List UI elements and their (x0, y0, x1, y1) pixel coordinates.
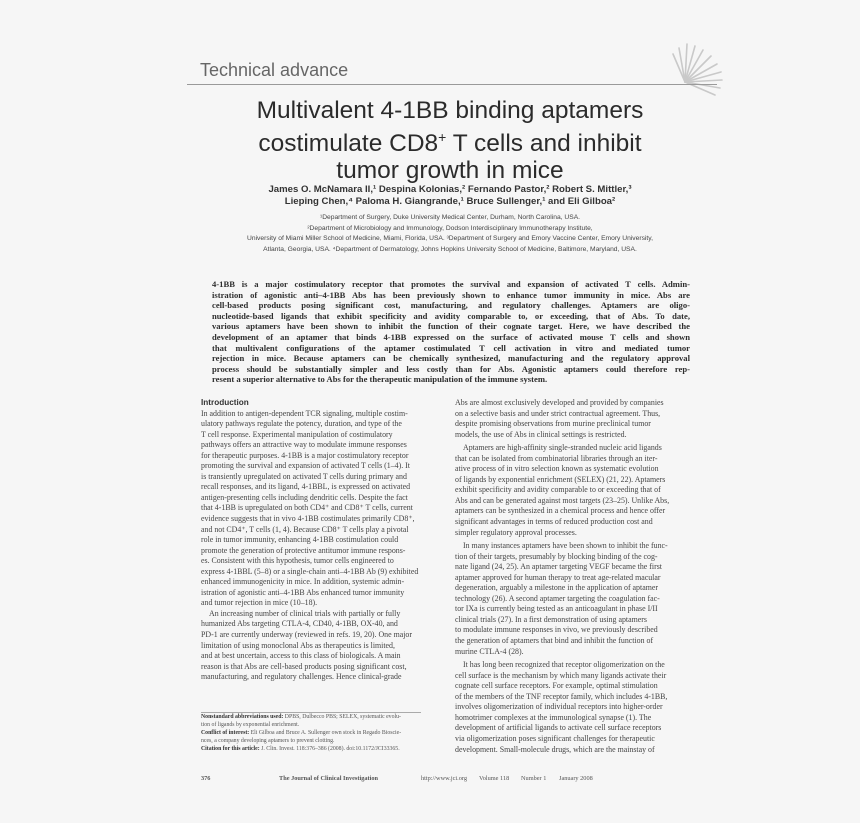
body-line: for therapeutic purposes. 4-1BB is a major costimulatory receptor (201, 450, 409, 460)
abstract-line: rejection in mice. Because aptamers can be chemically synthesized, manufacturing and the regulatory approval (212, 353, 690, 364)
title-line-2 (200, 124, 700, 157)
body-line: via oligomerization poses significant challenges for therapeutic (455, 733, 655, 743)
body-line: degeneration, arguably a milestone in the application of aptamer (455, 583, 658, 593)
body-line: is transiently upregulated on activated T cells during primary and (201, 471, 407, 481)
affiliation-line: ²Department of Microbiology and Immunology, Dodson Interdisciplinary Immunotherapy Institute, (307, 224, 593, 232)
body-line: It has long been recognized that receptor oligomerization on the (463, 660, 665, 670)
body-line: PD-1 are currently underway (reviewed in refs. 19, 20). One major (201, 630, 412, 640)
author-line: James O. McNamara II,¹ Despina Kolonias,² Fernando Pastor,² Robert S. Mittler,³ (268, 184, 632, 195)
body-line: development. Small-molecule drugs, which are the mainstay of (455, 744, 655, 754)
affiliation-line: University of Miami Miller School of Medicine, Miami, Florida, USA. ³Department of Surgery and Emory Vaccine Center, Emory University, (247, 235, 653, 242)
body-line: T cell response. Experimental manipulation of costimulatory (201, 429, 393, 439)
body-line: simpler regulatory approval processes. (455, 527, 577, 537)
journal-name: The Journal of Clinical Investigation (279, 775, 379, 782)
body-line: promote the generation of protective antitumor immune respons- (201, 545, 406, 555)
body-line: development of artificial ligands to activate cell surface receptors (455, 723, 662, 733)
abstract-line: istration of agonistic anti–4-1BB Abs has been previously shown to enhance tumor immunity in mice. Abs are (212, 289, 690, 300)
citation-label: Citation for this article: (201, 745, 260, 752)
starburst-icon (665, 40, 725, 98)
page-number: 376 (201, 775, 211, 782)
title-line-2a: costimulate CD8 (258, 130, 439, 158)
section-label: Technical advance (200, 60, 349, 80)
body-line: istration of agonistic anti–4-1BB Abs enhanced tumor immunity (201, 587, 405, 597)
body-line: In addition to antigen-dependent TCR signaling, multiple costim- (201, 408, 408, 418)
body-line: An increasing number of clinical trials with partially or fully (209, 608, 401, 618)
footnotes (201, 714, 449, 754)
affiliations (200, 213, 700, 255)
left-column (201, 398, 450, 683)
body-line: and at best uncertain, access to this class of biologicals. A main (201, 651, 401, 661)
body-line: role in tumor immunity, enhancing 4-1BB costimulation could (201, 535, 399, 545)
footnote-line (201, 746, 449, 754)
abbrev-label: Nonstandard abbreviations used: (201, 714, 284, 720)
journal-url[interactable]: http://www.jci.org (421, 775, 467, 782)
body-line: clinical trials (27). In a first demonstration of using aptamers (455, 614, 647, 624)
body-line: In many instances aptamers have been shown to inhibit the func- (463, 541, 668, 551)
body-line: aptamer approved for human therapy to treat age-related macular (455, 572, 661, 582)
author-list (205, 184, 695, 208)
intro-heading: Introduction (201, 398, 249, 407)
title-line-1: Multivalent 4-1BB binding aptamers (256, 97, 644, 124)
footnote-line (201, 714, 449, 722)
body-line: es. Consistent with this hypothesis, tumor cells engineered to (201, 556, 394, 566)
body-line: to modulate immune responses in vivo, we previously described (455, 625, 658, 635)
body-line: ative process of in vitro selection known as systematic evolution (455, 464, 659, 474)
abstract-line: resent a superior alternative to Abs for the therapeutic manipulation of the immune system. (212, 374, 548, 385)
abstract (212, 279, 690, 385)
body-line: and tumor rejection in mice (10–18). (201, 598, 318, 608)
body-line: murine CTLA-4 (28). (455, 646, 524, 656)
body-line: ulatory pathways regulate the potency, duration, and type of the (201, 419, 402, 429)
abstract-line: that multivalent configurations of the aptamer costimulated T cell activation in vitro and mediated tumor (212, 342, 690, 353)
body-line: enhanced immunogenicity in mice. In addition, systemic admin- (201, 577, 405, 587)
abbrev-text: DPBS, Dulbecco PBS; SELEX, systematic evolu- (283, 714, 401, 720)
body-line: recall responses, and its ligand, 4-1BBL, is expressed on activated (201, 482, 411, 492)
footnote-line (201, 730, 449, 738)
body-line: cell surface is the mechanism by which many ligands activate their (455, 670, 667, 680)
issue-number: Number 1 (521, 775, 547, 782)
abstract-line: development of an aptamer that binds 4-1BB expressed on the surface of activated mouse T cells and shown (212, 331, 690, 342)
body-line: homotrimer complexes at the immunological synapse (1). The (455, 712, 652, 722)
abstract-line: cell-based products posing significant cost, manufacturing, and regulatory challenges. Aptamers are oligo- (212, 300, 690, 311)
body-line: humanized Abs targeting CTLA-4, CD40, 4-1BB, OX-40, and (201, 619, 398, 629)
title-line-3: tumor growth in mice (336, 157, 564, 185)
body-line: aptamers can be synthesized in a chemical process and hence offer (455, 506, 666, 516)
body-line: reason is that Abs are cell-based products posing significant cost, (201, 661, 407, 671)
body-line: manufacturing, and regulatory challenges. Hence clinical-grade (201, 672, 402, 682)
body-line: that 4-1BB is upregulated on both CD4⁺ and CD8⁺ T cells, current (201, 503, 413, 513)
body-line: of the members of the TNF receptor family, which includes 4-1BB, (455, 691, 668, 701)
abstract-line: 4-1BB is a major costimulatory receptor that promotes the survival and expansion of activated T cells. Admin- (212, 279, 690, 289)
conflict-label: Conflict of interest: (201, 729, 250, 736)
right-column (455, 398, 704, 755)
body-line: despite promising observations from murine preclinical tumor (455, 419, 651, 429)
body-line: cognate cell surface receptors. For example, optimal stimulation (455, 681, 658, 691)
body-line: models, the use of Abs in clinical settings is restricted. (455, 429, 627, 439)
issue-date: January 2008 (559, 775, 593, 782)
body-line: involves oligomerization of individual receptors into higher-order (455, 702, 663, 712)
header-rule (187, 84, 717, 85)
body-line: Aptamers are high-affinity single-stranded nucleic acid ligands (463, 443, 662, 453)
abstract-line: nucleotide-based ligands that exhibit specificity and avidity comparable to, or exceeding, that of Abs. To date, (212, 310, 690, 321)
body-line: nate ligand (24, 25). An aptamer targeting VEGF became the first (455, 562, 662, 572)
author-line: Lieping Chen,⁴ Paloma H. Giangrande,¹ Bruce Sullenger,¹ and Eli Gilboa² (284, 196, 616, 207)
body-line: pathways offers an attractive way to modulate immune responses (201, 440, 407, 450)
abstract-line: various aptamers have been shown to inhibit the function of their cognate target. Here, we have described the (212, 321, 690, 332)
body-line: evidence suggests that in vivo 4-1BB costimulates primarily CD8⁺, (201, 514, 415, 524)
volume: Volume 118 (479, 775, 510, 782)
body-line: tor IXa is currently being tested as an anticoagulant in phase I/II (455, 604, 658, 614)
footnote-line: tion of ligands by exponential enrichment. (201, 721, 300, 728)
body-line: tion of their targets, presumably by blocking binding of the cog- (455, 551, 658, 561)
footnote-rule (201, 712, 421, 713)
body-line: and not CD4⁺, T cells (1, 4). Because CD8⁺ T cells play a pivotal (201, 524, 409, 534)
body-line: technology (26). A second aptamer targeting the coagulation fac- (455, 593, 660, 603)
footnote-line: nces, a company developing aptamers to prevent clotting. (201, 737, 335, 744)
affiliation-line: ¹Department of Surgery, Duke University Medical Center, Durham, North Carolina, USA. (319, 214, 581, 221)
body-line: promoting the survival and expansion of activated T cells (1–4). It (201, 461, 410, 471)
body-line: antigen-presenting cells including dendritic cells. Despite the fact (201, 492, 408, 502)
body-line: Abs are almost exclusively developed and provided by companies (455, 398, 664, 407)
title-line-2b: T cells and inhibit (446, 130, 642, 158)
title-superscript: + (438, 129, 447, 145)
body-line: of ligands by exponential enrichment (SELEX) (21, 22). Aptamers (455, 474, 666, 484)
conflict-text: Eli Gilboa and Bruce A. Sullenger own stock in Regado Bioscie- (249, 729, 402, 736)
body-line: Abs and can be generated against most targets (23–25). Unlike Abs, (455, 495, 670, 505)
body-line: the generation of aptamers that bind and inhibit the function of (455, 636, 654, 646)
body-line: significant advantages in terms of reduced production cost and (455, 517, 653, 527)
body-line: exhibit specificity and avidity comparable to or exceeding that of (455, 485, 661, 495)
body-line: express 4-1BBL (5–8) or a single-chain anti–4-1BB Ab (9) exhibited (201, 566, 419, 576)
citation-text: J. Clin. Invest. 118:376–386 (2008). doi:10.1172/JCI33365. (259, 745, 400, 752)
abstract-line: process should be substantially simpler and less costly than for Abs. Agonistic aptamers could therefore rep- (212, 363, 690, 374)
affiliation-line: Atlanta, Georgia, USA. ⁴Department of Dermatology, Johns Hopkins University School of Medicine, Baltimore, Maryland, USA. (263, 245, 637, 253)
body-line: limitation of using monoclonal Abs as therapeutics is limited, (201, 640, 395, 650)
body-line: that can be isolated from combinatorial libraries through an iter- (455, 453, 658, 463)
body-line: on a selective basis and under strict contractual agreement. Thus, (455, 408, 661, 418)
article-title (200, 97, 700, 184)
